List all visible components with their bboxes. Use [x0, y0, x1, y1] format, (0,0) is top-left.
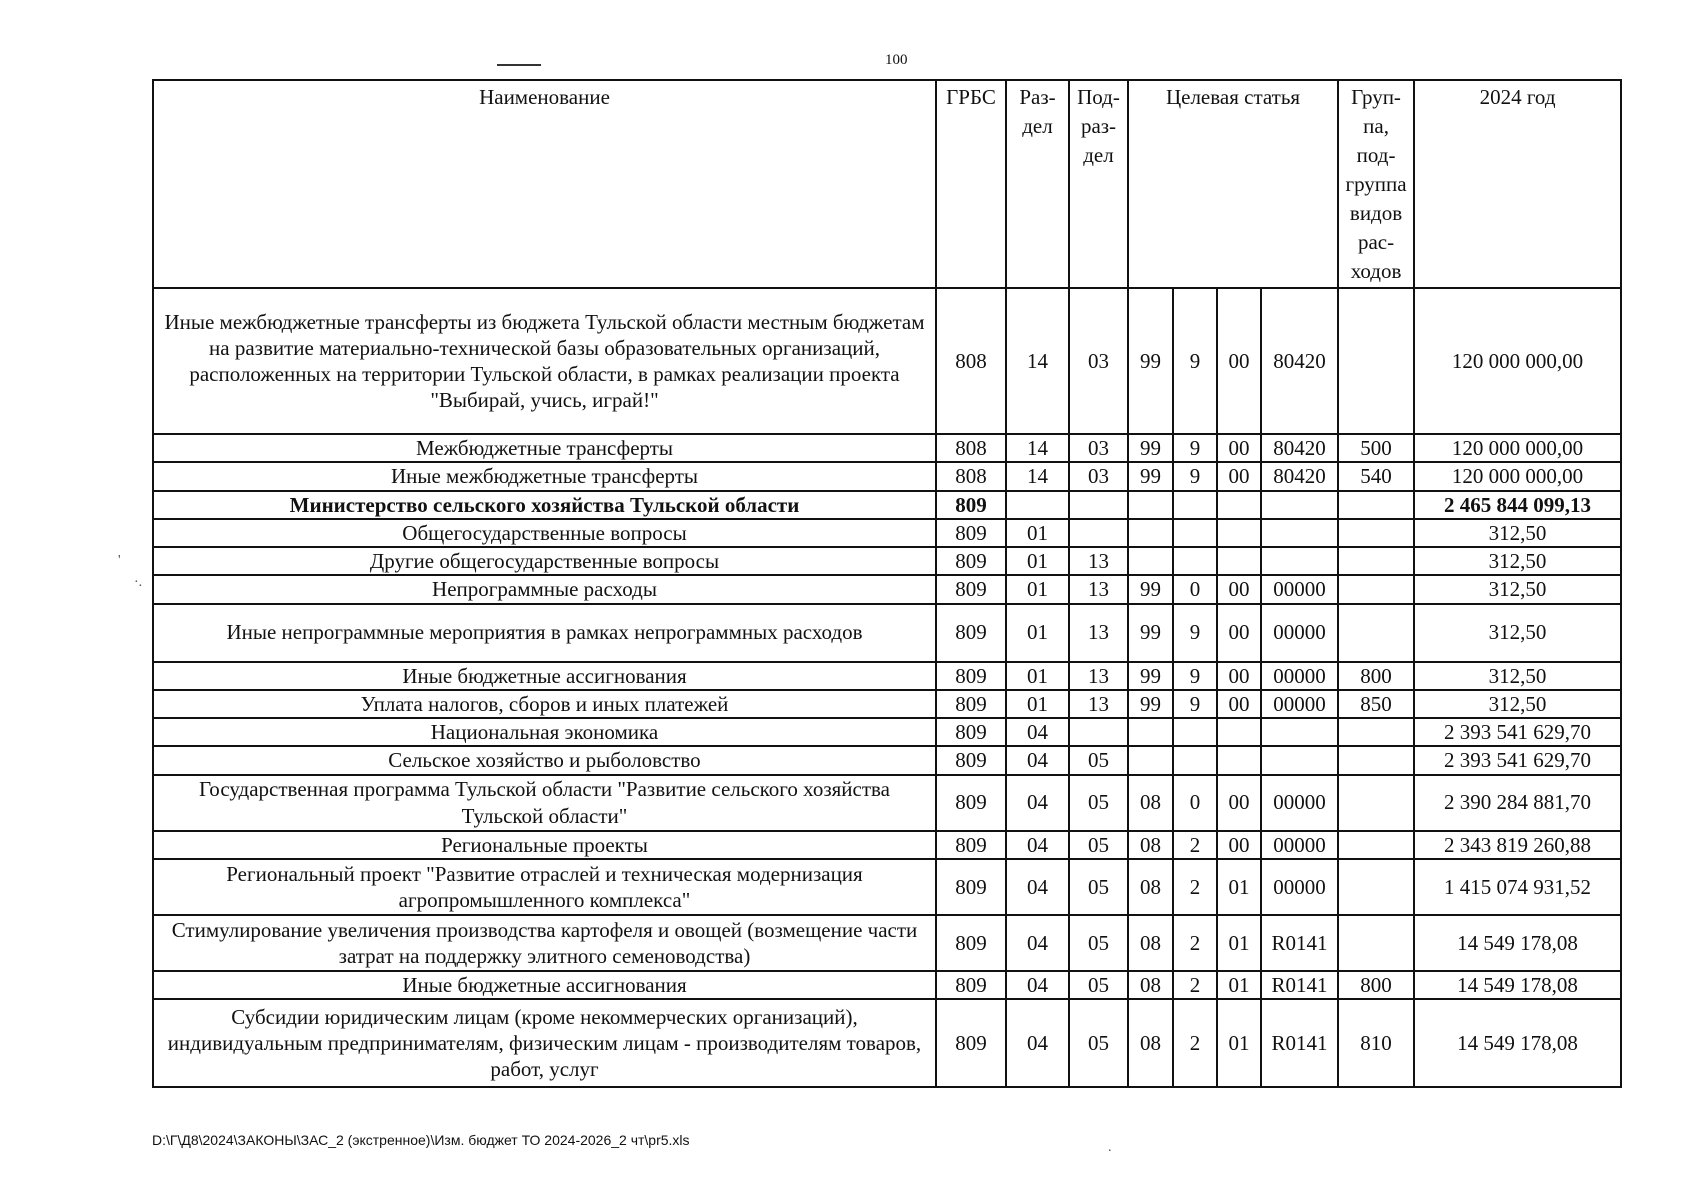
cell-group — [1338, 915, 1414, 971]
cell-name: Региональные проекты — [153, 831, 936, 859]
cell-amount: 312,50 — [1414, 662, 1621, 690]
cell-podrazdel: 05 — [1069, 746, 1128, 774]
file-path-footer: D:\Г\Д8\2024\ЗАКОНЫ\ЗАС_2 (экстренное)\Изм. бюджет ТО 2024-2026_2 чт\pr5.xls — [152, 1132, 690, 1148]
cell-t1: 99 — [1128, 604, 1173, 662]
cell-t1: 99 — [1128, 434, 1173, 462]
cell-t4: 00000 — [1261, 859, 1338, 915]
cell-group: 800 — [1338, 971, 1414, 999]
cell-grbs: 809 — [936, 831, 1006, 859]
cell-name: Министерство сельского хозяйства Тульской области — [153, 491, 936, 519]
cell-amount: 1 415 074 931,52 — [1414, 859, 1621, 915]
table-row — [153, 971, 1621, 999]
cell-name: Общегосударственные вопросы — [153, 519, 936, 547]
cell-razdel: 01 — [1006, 690, 1069, 718]
cell-t1: 08 — [1128, 971, 1173, 999]
table-row — [153, 718, 1621, 746]
cell-t4: 80420 — [1261, 462, 1338, 490]
cell-amount: 312,50 — [1414, 604, 1621, 662]
cell-name: Иные межбюджетные трансферты — [153, 462, 936, 490]
cell-podrazdel — [1069, 491, 1128, 519]
cell-name: Субсидии юридическим лицам (кроме некоммерческих организаций), индивидуальным предпринимателям, физическим лицам - производителям товаров, работ, услуг — [153, 999, 936, 1087]
cell-group — [1338, 859, 1414, 915]
cell-name: Региональный проект "Развитие отраслей и техническая модернизация агропромышленного комплекса" — [153, 859, 936, 915]
table-row — [153, 915, 1621, 971]
cell-t3: 00 — [1217, 690, 1261, 718]
cell-amount: 14 549 178,08 — [1414, 971, 1621, 999]
cell-razdel: 01 — [1006, 575, 1069, 603]
cell-razdel: 04 — [1006, 971, 1069, 999]
cell-t2 — [1173, 491, 1217, 519]
cell-grbs: 808 — [936, 288, 1006, 434]
cell-t3 — [1217, 491, 1261, 519]
stray-mark: . — [1108, 1140, 1112, 1155]
cell-t3 — [1217, 718, 1261, 746]
cell-grbs: 809 — [936, 971, 1006, 999]
cell-t3 — [1217, 746, 1261, 774]
cell-t1: 08 — [1128, 915, 1173, 971]
cell-name: Стимулирование увеличения производства картофеля и овощей (возмещение части затрат на поддержку элитного семеноводства) — [153, 915, 936, 971]
cell-group — [1338, 775, 1414, 831]
cell-t3 — [1217, 547, 1261, 575]
header-name: Наименование — [153, 80, 936, 288]
cell-t4: 80420 — [1261, 288, 1338, 434]
cell-t2: 9 — [1173, 462, 1217, 490]
cell-amount: 312,50 — [1414, 575, 1621, 603]
cell-group: 810 — [1338, 999, 1414, 1087]
cell-t1: 08 — [1128, 999, 1173, 1087]
cell-group — [1338, 718, 1414, 746]
cell-t4: 00000 — [1261, 690, 1338, 718]
cell-grbs: 808 — [936, 462, 1006, 490]
cell-amount: 2 343 819 260,88 — [1414, 831, 1621, 859]
stray-mark: ' — [118, 553, 121, 568]
table-row — [153, 831, 1621, 859]
cell-grbs: 809 — [936, 604, 1006, 662]
cell-razdel — [1006, 491, 1069, 519]
table-header-row — [153, 80, 1621, 288]
cell-t1 — [1128, 491, 1173, 519]
cell-grbs: 809 — [936, 775, 1006, 831]
cell-t4: 00000 — [1261, 662, 1338, 690]
cell-podrazdel: 13 — [1069, 662, 1128, 690]
header-year: 2024 год — [1414, 80, 1621, 288]
cell-group — [1338, 519, 1414, 547]
cell-t1 — [1128, 547, 1173, 575]
table-row — [153, 662, 1621, 690]
cell-t4: R0141 — [1261, 971, 1338, 999]
cell-name: Иные бюджетные ассигнования — [153, 971, 936, 999]
cell-razdel: 14 — [1006, 462, 1069, 490]
cell-t3: 00 — [1217, 662, 1261, 690]
cell-group: 800 — [1338, 662, 1414, 690]
cell-t1: 08 — [1128, 859, 1173, 915]
cell-t2 — [1173, 519, 1217, 547]
cell-t3: 00 — [1217, 575, 1261, 603]
cell-t4: R0141 — [1261, 915, 1338, 971]
cell-podrazdel — [1069, 519, 1128, 547]
table-row — [153, 690, 1621, 718]
cell-group: 850 — [1338, 690, 1414, 718]
cell-amount: 2 393 541 629,70 — [1414, 718, 1621, 746]
cell-grbs: 809 — [936, 690, 1006, 718]
cell-group — [1338, 491, 1414, 519]
cell-grbs: 809 — [936, 547, 1006, 575]
header-target: Целевая статья — [1128, 80, 1338, 288]
cell-podrazdel: 05 — [1069, 971, 1128, 999]
cell-razdel: 04 — [1006, 775, 1069, 831]
cell-razdel: 04 — [1006, 999, 1069, 1087]
cell-t1: 99 — [1128, 462, 1173, 490]
cell-name: Национальная экономика — [153, 718, 936, 746]
header-group: Груп- па, под- группа видов рас- ходов — [1338, 80, 1414, 288]
cell-t2 — [1173, 746, 1217, 774]
cell-grbs: 809 — [936, 746, 1006, 774]
header-grbs: ГРБС — [936, 80, 1006, 288]
cell-podrazdel: 05 — [1069, 915, 1128, 971]
table-row — [153, 999, 1621, 1087]
cell-grbs: 809 — [936, 491, 1006, 519]
cell-group — [1338, 575, 1414, 603]
cell-t4 — [1261, 718, 1338, 746]
cell-t4: R0141 — [1261, 999, 1338, 1087]
cell-t2: 2 — [1173, 859, 1217, 915]
cell-t4: 80420 — [1261, 434, 1338, 462]
cell-group — [1338, 547, 1414, 575]
cell-podrazdel — [1069, 718, 1128, 746]
cell-razdel: 01 — [1006, 604, 1069, 662]
cell-group — [1338, 746, 1414, 774]
cell-t4: 00000 — [1261, 831, 1338, 859]
cell-t3: 00 — [1217, 831, 1261, 859]
table-row — [153, 746, 1621, 774]
table-row — [153, 491, 1621, 519]
cell-t3: 00 — [1217, 604, 1261, 662]
cell-razdel: 01 — [1006, 519, 1069, 547]
cell-name: Межбюджетные трансферты — [153, 434, 936, 462]
cell-grbs: 809 — [936, 718, 1006, 746]
cell-name: Иные бюджетные ассигнования — [153, 662, 936, 690]
page-mark — [497, 64, 541, 66]
cell-podrazdel: 03 — [1069, 462, 1128, 490]
cell-amount: 120 000 000,00 — [1414, 462, 1621, 490]
cell-name: Непрограммные расходы — [153, 575, 936, 603]
cell-t4: 00000 — [1261, 775, 1338, 831]
cell-t2: 9 — [1173, 604, 1217, 662]
cell-razdel: 01 — [1006, 662, 1069, 690]
cell-razdel: 04 — [1006, 915, 1069, 971]
cell-t2: 2 — [1173, 971, 1217, 999]
cell-amount: 120 000 000,00 — [1414, 288, 1621, 434]
table-row — [153, 859, 1621, 915]
cell-t3: 00 — [1217, 462, 1261, 490]
cell-podrazdel: 05 — [1069, 999, 1128, 1087]
cell-t4: 00000 — [1261, 604, 1338, 662]
cell-t2: 2 — [1173, 915, 1217, 971]
cell-t3: 01 — [1217, 859, 1261, 915]
cell-name: Сельское хозяйство и рыболовство — [153, 746, 936, 774]
cell-razdel: 01 — [1006, 547, 1069, 575]
cell-t2: 0 — [1173, 775, 1217, 831]
cell-t4 — [1261, 547, 1338, 575]
cell-grbs: 809 — [936, 859, 1006, 915]
cell-podrazdel: 05 — [1069, 831, 1128, 859]
cell-amount: 2 465 844 099,13 — [1414, 491, 1621, 519]
cell-t1: 99 — [1128, 662, 1173, 690]
table-row — [153, 575, 1621, 603]
cell-razdel: 14 — [1006, 288, 1069, 434]
cell-t3: 00 — [1217, 288, 1261, 434]
budget-table — [152, 79, 1622, 1088]
cell-t2: 9 — [1173, 662, 1217, 690]
cell-amount: 312,50 — [1414, 519, 1621, 547]
cell-razdel: 04 — [1006, 718, 1069, 746]
cell-amount: 312,50 — [1414, 547, 1621, 575]
cell-razdel: 04 — [1006, 831, 1069, 859]
cell-t1: 99 — [1128, 288, 1173, 434]
cell-t2: 2 — [1173, 831, 1217, 859]
cell-amount: 2 393 541 629,70 — [1414, 746, 1621, 774]
cell-name: Иные межбюджетные трансферты из бюджета Тульской области местным бюджетам на развитие материально-технической базы образовательных организаций, расположенных на территории Тульской области, в рамках реализации проекта "Выбирай, учись, играй!" — [153, 288, 936, 434]
cell-grbs: 808 — [936, 434, 1006, 462]
cell-podrazdel: 05 — [1069, 775, 1128, 831]
table-row — [153, 775, 1621, 831]
cell-amount: 312,50 — [1414, 690, 1621, 718]
table-row — [153, 288, 1621, 434]
cell-amount: 14 549 178,08 — [1414, 999, 1621, 1087]
cell-amount: 120 000 000,00 — [1414, 434, 1621, 462]
cell-grbs: 809 — [936, 999, 1006, 1087]
table-row — [153, 547, 1621, 575]
table-row — [153, 604, 1621, 662]
table-row — [153, 434, 1621, 462]
cell-t2: 0 — [1173, 575, 1217, 603]
cell-razdel: 04 — [1006, 859, 1069, 915]
cell-t2: 2 — [1173, 999, 1217, 1087]
cell-group — [1338, 831, 1414, 859]
cell-t1: 08 — [1128, 831, 1173, 859]
cell-name: Уплата налогов, сборов и иных платежей — [153, 690, 936, 718]
cell-t2: 9 — [1173, 690, 1217, 718]
cell-grbs: 809 — [936, 915, 1006, 971]
cell-name: Иные непрограммные мероприятия в рамках непрограммных расходов — [153, 604, 936, 662]
cell-t1: 99 — [1128, 575, 1173, 603]
cell-t1 — [1128, 718, 1173, 746]
cell-name: Другие общегосударственные вопросы — [153, 547, 936, 575]
cell-podrazdel: 13 — [1069, 690, 1128, 718]
cell-t1 — [1128, 746, 1173, 774]
page-number: 100 — [885, 52, 908, 68]
cell-group: 540 — [1338, 462, 1414, 490]
cell-podrazdel: 13 — [1069, 604, 1128, 662]
cell-grbs: 809 — [936, 662, 1006, 690]
cell-razdel: 04 — [1006, 746, 1069, 774]
cell-group — [1338, 288, 1414, 434]
cell-t2: 9 — [1173, 434, 1217, 462]
cell-amount: 2 390 284 881,70 — [1414, 775, 1621, 831]
cell-t2: 9 — [1173, 288, 1217, 434]
cell-group — [1338, 604, 1414, 662]
cell-t2 — [1173, 547, 1217, 575]
cell-t3: 00 — [1217, 434, 1261, 462]
stray-mark: ·. — [134, 575, 143, 590]
cell-podrazdel: 03 — [1069, 288, 1128, 434]
cell-t3: 00 — [1217, 775, 1261, 831]
cell-group: 500 — [1338, 434, 1414, 462]
cell-t3: 01 — [1217, 999, 1261, 1087]
cell-podrazdel: 13 — [1069, 575, 1128, 603]
cell-t3 — [1217, 519, 1261, 547]
table-row — [153, 519, 1621, 547]
cell-t1: 08 — [1128, 775, 1173, 831]
cell-t4 — [1261, 746, 1338, 774]
cell-t3: 01 — [1217, 971, 1261, 999]
cell-t1 — [1128, 519, 1173, 547]
table-row — [153, 462, 1621, 490]
cell-t2 — [1173, 718, 1217, 746]
cell-amount: 14 549 178,08 — [1414, 915, 1621, 971]
cell-razdel: 14 — [1006, 434, 1069, 462]
cell-podrazdel: 05 — [1069, 859, 1128, 915]
cell-podrazdel: 13 — [1069, 547, 1128, 575]
cell-grbs: 809 — [936, 519, 1006, 547]
cell-grbs: 809 — [936, 575, 1006, 603]
cell-t4: 00000 — [1261, 575, 1338, 603]
cell-t4 — [1261, 491, 1338, 519]
cell-t1: 99 — [1128, 690, 1173, 718]
header-razdel: Раз- дел — [1006, 80, 1069, 288]
header-podrazdel: Под- раз- дел — [1069, 80, 1128, 288]
cell-t4 — [1261, 519, 1338, 547]
cell-t3: 01 — [1217, 915, 1261, 971]
cell-name: Государственная программа Тульской области "Развитие сельского хозяйства Тульской области" — [153, 775, 936, 831]
cell-podrazdel: 03 — [1069, 434, 1128, 462]
